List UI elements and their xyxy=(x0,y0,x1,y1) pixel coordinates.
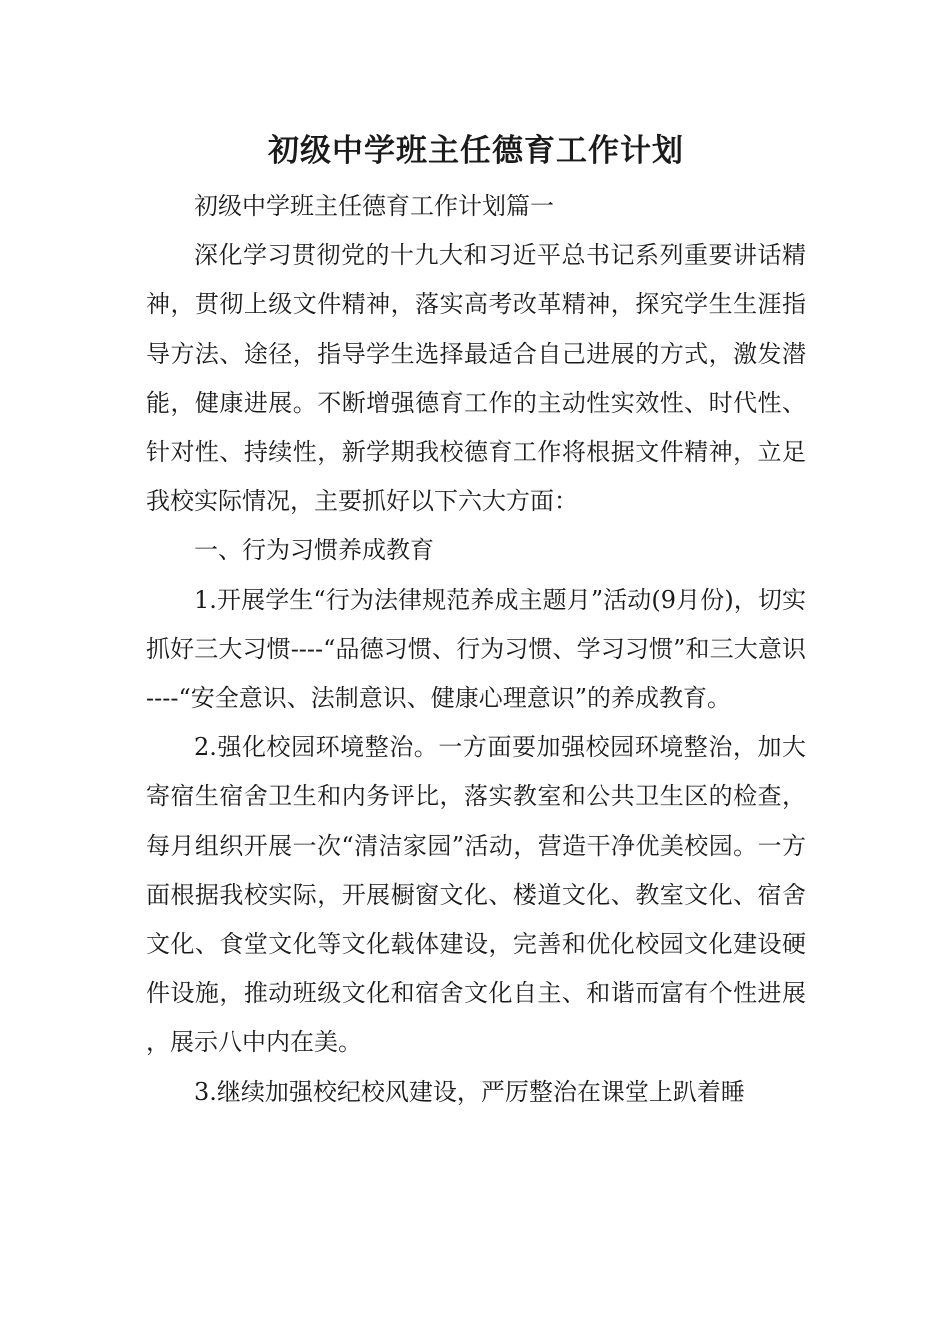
paragraph-subtitle: 初级中学班主任德育工作计划篇一 xyxy=(194,192,554,220)
paragraph-item-1: 1.开展学生“行为法律规范养成主题月”活动(9月份)，切实抓好三大习惯----“品德习惯、行为习惯、学习习惯”和三大意识----“安全意识、法制意识、健康心理意识”的养成教育。 xyxy=(146,585,806,713)
section-heading: 一、行为习惯养成教育 xyxy=(194,536,434,565)
paragraph-item-3: 3.继续加强校纪校风建设，严厉整治在课堂上趴着睡 xyxy=(194,1077,745,1106)
paragraph-item-2: 2.强化校园环境整治。一方面要加强校园环境整治，加大寄宿生宿舍卫生和内务评比，落实教室和公共卫生区的检查，每月组织开展一次“清洁家园”活动，营造干净优美校园。一方面根据我校实际，开展橱窗文化、楼道文化、教室文化、宿舍文化、食堂文化等文化载体建设，完善和优化校园文化建设硬件设施，推动班级文化和宿舍文化自主、和谐而富有个性进展，展示八中内在美。 xyxy=(146,733,806,1057)
paragraph-intro: 深化学习贯彻党的十九大和习近平总书记系列重要讲话精神，贯彻上级文件精神，落实高考改革精神，探究学生生涯指导方法、途径，指导学生选择最适合自己进展的方式，激发潜能，健康进展。不断增强德育工作的主动性实效性、时代性、针对性、持续性，新学期我校德育工作将根据文件精神，立足我校实际情况，主要抓好以下六大方面： xyxy=(146,241,806,516)
document-title: 初级中学班主任德育工作计划 xyxy=(268,133,684,169)
document-page xyxy=(146,120,806,1117)
